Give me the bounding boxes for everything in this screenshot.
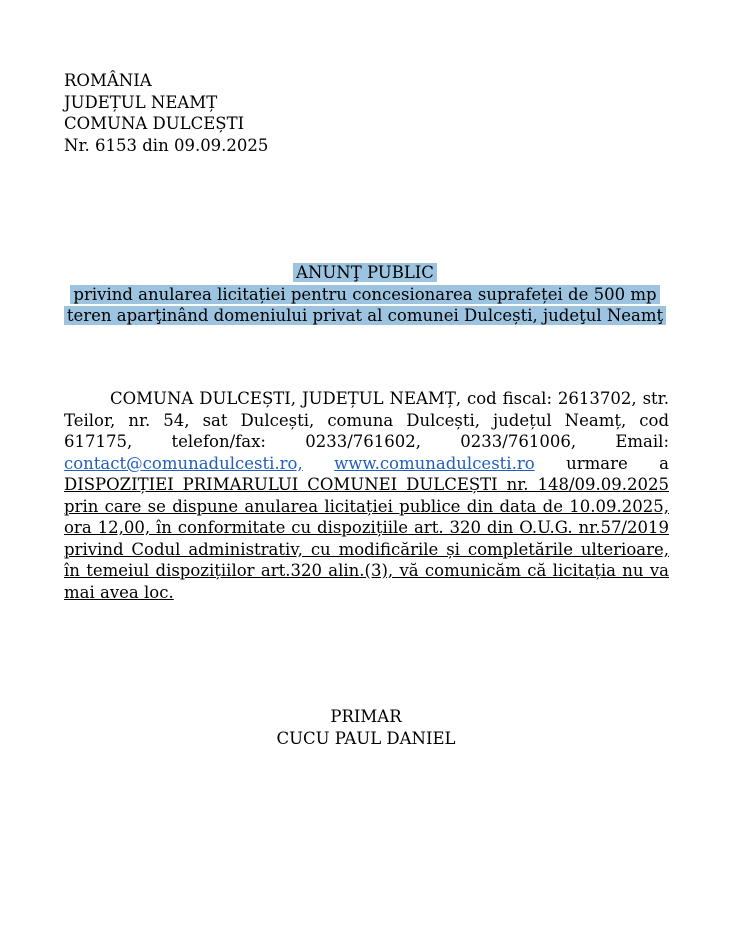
body-intro: COMUNA DULCEȘTI, JUDEȚUL NEAMȚ, cod fiscal: 2613702, str. Teilor, nr. 54, sat Dulcești, comuna Dulcești, județul Neamț, cod 617175, telefon/fax: 0233/761602, 0233/761006, Email: <box>64 389 669 451</box>
announcement-body <box>64 388 669 603</box>
website-link[interactable]: www.comunadulcesti.ro <box>334 453 535 473</box>
registration-number: Nr. 6153 din 09.09.2025 <box>64 135 269 155</box>
signatory-name: CUCU PAUL DANIEL <box>276 728 456 748</box>
announcement-title <box>0 262 730 327</box>
signatory-role: PRIMAR <box>330 707 402 726</box>
title-subject-line: privind anularea licitației pentru concesionarea suprafeței de 500 mp <box>70 285 659 304</box>
email-link[interactable]: contact@comunadulcesti.ro, <box>64 453 303 473</box>
commune-line: COMUNA DULCEȘTI <box>64 114 245 133</box>
county-line: JUDEȚUL NEAMȚ <box>64 92 218 112</box>
title-heading: ANUNŢ PUBLIC <box>293 263 437 282</box>
issuer-header <box>64 70 268 156</box>
body-connector: urmare a <box>566 453 669 473</box>
country-line: ROMÂNIA <box>64 71 152 90</box>
decision-text: DISPOZIȚIEI PRIMARULUI COMUNEI DULCEȘTI nr. 148/09.09.2025 prin care se dispune anularea licitației publice din data de 10.09.2025, ora 12,00, în conformitate cu dispozițiile art. 320 din O.U.G. nr.57/2019 privind Codul administrativ, cu modificările și completările ulterioare, în temeiul dispozițiilor art.320 alin.(3), vă comunicăm că licitația nu va mai avea loc. <box>64 475 669 602</box>
signature-block <box>0 706 730 749</box>
title-domain-line: teren aparţinând domeniului privat al comunei Dulcești, judeţul Neamţ <box>64 306 666 325</box>
